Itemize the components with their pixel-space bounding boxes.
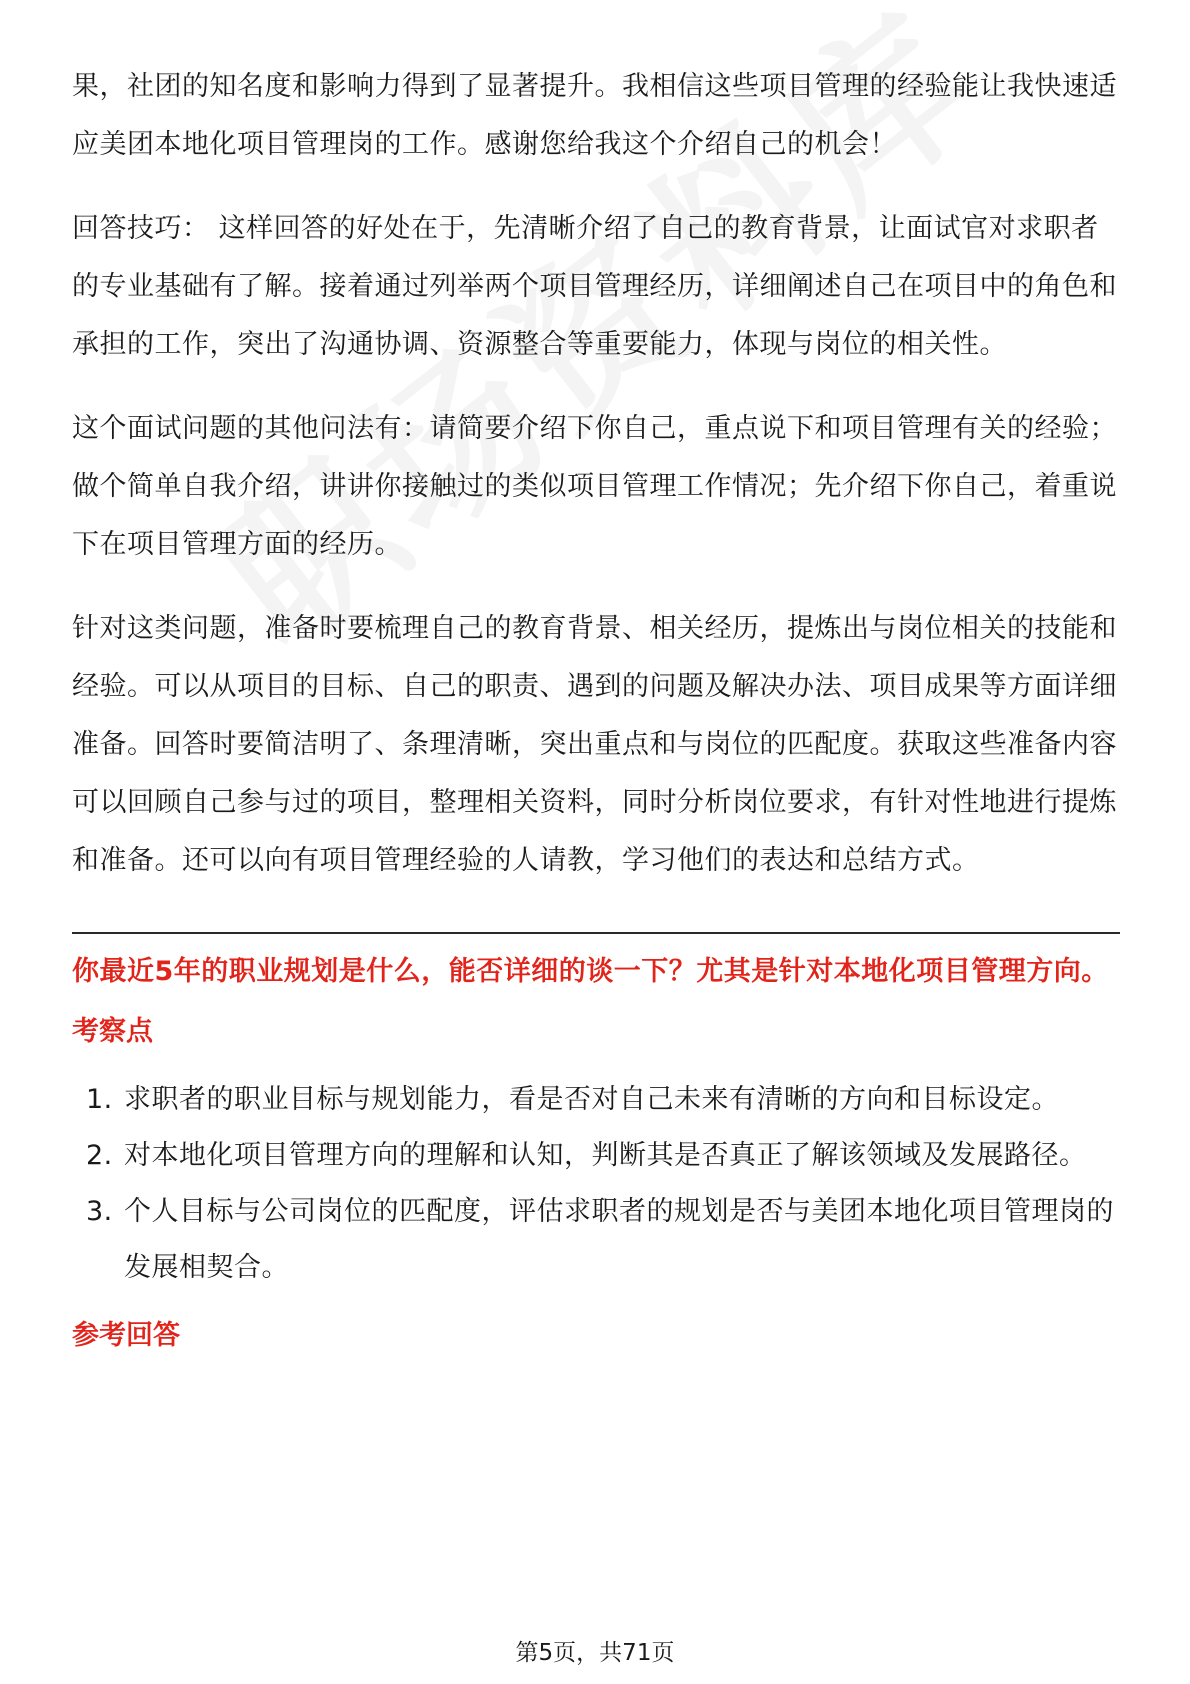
paragraph-other-phrasings: 这个面试问题的其他问法有：请简要介绍下你自己，重点说下和项目管理有关的经验；做个简单自我介绍，讲讲你接触过的类似项目管理工作情况；先介绍下你自己，着重说下在项目管理方面的经历。 xyxy=(72,413,1117,560)
section-divider xyxy=(72,932,1120,934)
list-number: 2. xyxy=(86,1140,113,1171)
list-item-text: 对本地化项目管理方向的理解和认知，判断其是否真正了解该领域及发展路径。 xyxy=(124,1140,1087,1171)
question-title: 你最近5年的职业规划是什么，能否详细的谈一下？尤其是针对本地化项目管理方向。 xyxy=(72,956,1109,987)
paragraph-preparation: 针对这类问题，准备时要梳理自己的教育背景、相关经历，提炼出与岗位相关的技能和经验。可以从项目的目标、自己的职责、遇到的问题及解决办法、项目成果等方面详细准备。回答时要简洁明了、条理清晰，突出重点和与岗位的匹配度。获取这些准备内容可以回顾自己参与过的项目，整理相关资料，同时分析岗位要求，有针对性地进行提炼和准备。还可以向有项目管理经验的人请教，学习他们的表达和总结方式。 xyxy=(72,613,1117,876)
paragraph-answer-end: 果，社团的知名度和影响力得到了显著提升。我相信这些项目管理的经验能让我快速适应美团本地化项目管理岗的工作。感谢您给我这个介绍自己的机会！ xyxy=(72,71,1117,160)
paragraph-answer-tips: 回答技巧： 这样回答的好处在于，先清晰介绍了自己的教育背景，让面试官对求职者的专业基础有了解。接着通过列举两个项目管理经历，详细阐述自己在项目中的角色和承担的工作，突出了沟通协调、资源整合等重要能力，体现与岗位的相关性。 xyxy=(72,213,1117,360)
list-item xyxy=(72,1184,1120,1296)
list-number: 1. xyxy=(86,1084,113,1115)
list-item xyxy=(72,1072,1120,1128)
list-item-text: 求职者的职业目标与规划能力，看是否对自己未来有清晰的方向和目标设定。 xyxy=(124,1084,1059,1115)
points-list xyxy=(72,1072,1120,1296)
list-item-text: 个人目标与公司岗位的匹配度，评估求职者的规划是否与美团本地化项目管理岗的发展相契合。 xyxy=(124,1196,1114,1283)
document-body xyxy=(72,58,1120,1376)
section-title-cankao: 参考回答 xyxy=(72,1320,180,1351)
list-item xyxy=(72,1128,1120,1184)
section-title-kaocha: 考察点 xyxy=(72,1016,153,1047)
list-number: 3. xyxy=(86,1196,113,1227)
page-footer: 第5页，共71页 xyxy=(515,1640,675,1666)
